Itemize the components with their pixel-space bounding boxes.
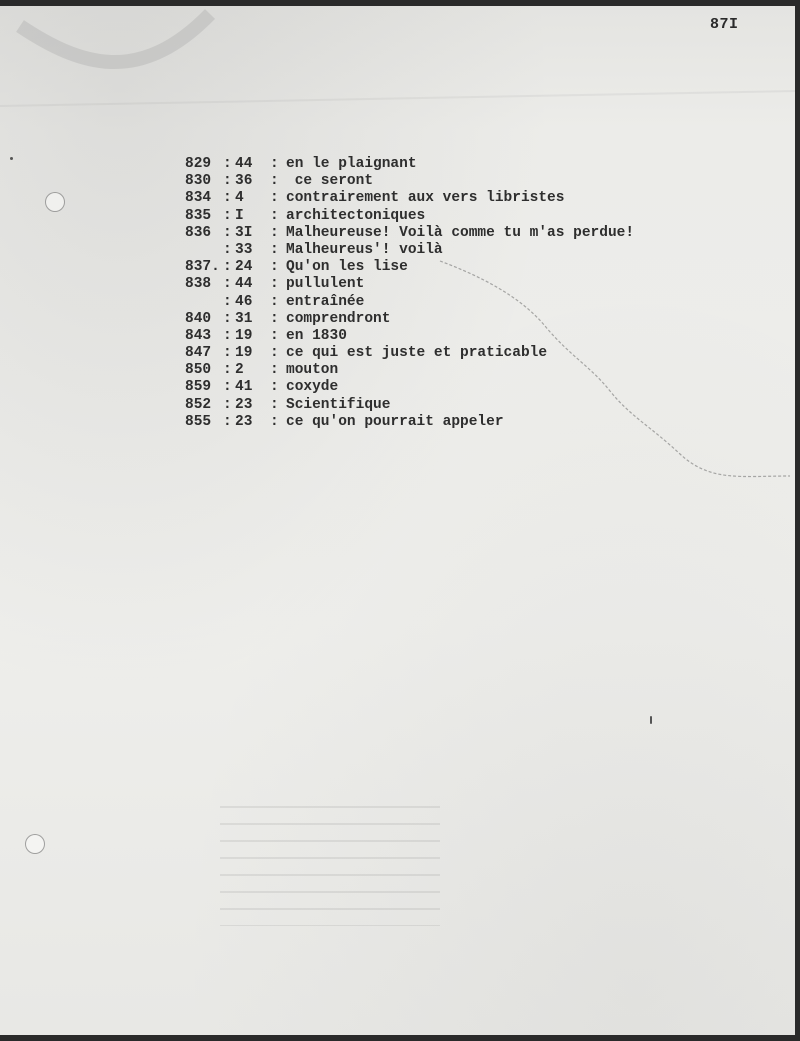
column-value: 44 xyxy=(235,276,253,293)
punch-hole-top xyxy=(45,192,65,212)
column-value: 19 xyxy=(235,345,253,362)
errata-row xyxy=(185,414,634,431)
separator: : xyxy=(223,327,232,344)
line-number: 829 xyxy=(185,156,212,172)
column-value: 46 xyxy=(235,293,253,310)
column-value: 23 xyxy=(235,413,253,430)
column-value: 44 xyxy=(235,156,253,172)
separator: : xyxy=(223,293,232,310)
correction-text: Malheureus'! voilà xyxy=(286,241,443,258)
line-number: 830 xyxy=(185,173,212,190)
separator: : xyxy=(223,207,232,224)
correction-text: pullulent xyxy=(286,276,365,293)
line-number: 855 xyxy=(185,413,212,430)
separator: : xyxy=(223,190,232,207)
errata-row xyxy=(185,242,634,259)
separator: : xyxy=(270,293,279,310)
errata-row xyxy=(185,259,634,276)
correction-text: en le plaignant xyxy=(286,156,417,172)
errata-row xyxy=(185,311,634,328)
separator: : xyxy=(223,345,232,362)
separator: : xyxy=(270,173,279,190)
separator: : xyxy=(223,224,232,241)
column-value: 33 xyxy=(235,241,253,258)
separator: : xyxy=(223,379,232,396)
column-value: 24 xyxy=(235,259,253,276)
correction-text: Qu'on les lise xyxy=(286,259,408,276)
line-number xyxy=(185,242,223,259)
separator: : xyxy=(223,396,232,413)
errata-row xyxy=(185,190,634,207)
separator: : xyxy=(270,345,279,362)
page-number: 87I xyxy=(710,16,739,33)
column-value: 3I xyxy=(235,224,253,241)
separator: : xyxy=(270,310,279,327)
column-value: 2 xyxy=(235,362,244,379)
line-number: 852 xyxy=(185,396,212,413)
line-number: 835 xyxy=(185,207,212,224)
separator: : xyxy=(270,259,279,276)
separator: : xyxy=(270,413,279,430)
ink-speck xyxy=(10,157,13,160)
errata-row xyxy=(185,362,634,379)
correction-text: contrairement aux vers libristes xyxy=(286,190,565,207)
correction-text: entraînée xyxy=(286,293,365,310)
column-value: 23 xyxy=(235,396,253,413)
column-value: 19 xyxy=(235,327,253,344)
errata-row xyxy=(185,328,634,345)
errata-row xyxy=(185,294,634,311)
line-number xyxy=(185,294,223,311)
punch-hole-bottom xyxy=(25,834,45,854)
separator: : xyxy=(223,362,232,379)
separator: : xyxy=(223,413,232,430)
separator: : xyxy=(223,310,232,327)
correction-text: ce qui est juste et praticable xyxy=(286,345,548,362)
separator: : xyxy=(270,396,279,413)
errata-row xyxy=(185,345,634,362)
errata-row xyxy=(185,379,634,396)
column-value: 36 xyxy=(235,173,253,190)
separator: : xyxy=(270,362,279,379)
separator: : xyxy=(270,379,279,396)
separator: : xyxy=(270,190,279,207)
line-number: 847 xyxy=(185,345,212,362)
column-value: 4 xyxy=(235,190,244,207)
column-value: I xyxy=(235,207,244,224)
errata-row xyxy=(185,276,634,293)
correction-text: coxyde xyxy=(286,379,339,396)
errata-row xyxy=(185,208,634,225)
correction-text: ce qu'on pourrait appeler xyxy=(286,413,504,430)
errata-row xyxy=(185,397,634,414)
separator: : xyxy=(270,327,279,344)
separator: : xyxy=(270,276,279,293)
separator: : xyxy=(223,276,232,293)
line-number: 850 xyxy=(185,362,212,379)
line-number: 834 xyxy=(185,190,212,207)
correction-text: en 1830 xyxy=(286,327,347,344)
correction-text: ce seront xyxy=(286,173,374,190)
correction-text: Malheureuse! Voilà comme tu m'as perdue! xyxy=(286,224,635,241)
separator: : xyxy=(270,156,279,172)
ink-speck xyxy=(650,716,652,724)
column-value: 41 xyxy=(235,379,253,396)
correction-text: architectoniques xyxy=(286,207,426,224)
separator: : xyxy=(223,173,232,190)
line-number: 840 xyxy=(185,310,212,327)
correction-text: mouton xyxy=(286,362,339,379)
bleed-through-text xyxy=(220,806,440,926)
separator: : xyxy=(270,224,279,241)
line-number: 838 xyxy=(185,276,212,293)
line-number: 836 xyxy=(185,224,212,241)
separator: : xyxy=(223,241,232,258)
separator: : xyxy=(270,241,279,258)
separator: : xyxy=(270,207,279,224)
errata-row xyxy=(185,156,634,173)
document-page xyxy=(0,6,795,1035)
errata-row xyxy=(185,225,634,242)
separator: : xyxy=(223,259,232,276)
column-value: 31 xyxy=(235,310,253,327)
correction-text: comprendront xyxy=(286,310,391,327)
line-number: 837. xyxy=(185,259,220,276)
separator: : xyxy=(223,156,232,172)
line-number: 843 xyxy=(185,327,212,344)
line-number: 859 xyxy=(185,379,212,396)
correction-text: Scientifique xyxy=(286,396,391,413)
errata-row xyxy=(185,173,634,190)
errata-list xyxy=(185,156,634,431)
